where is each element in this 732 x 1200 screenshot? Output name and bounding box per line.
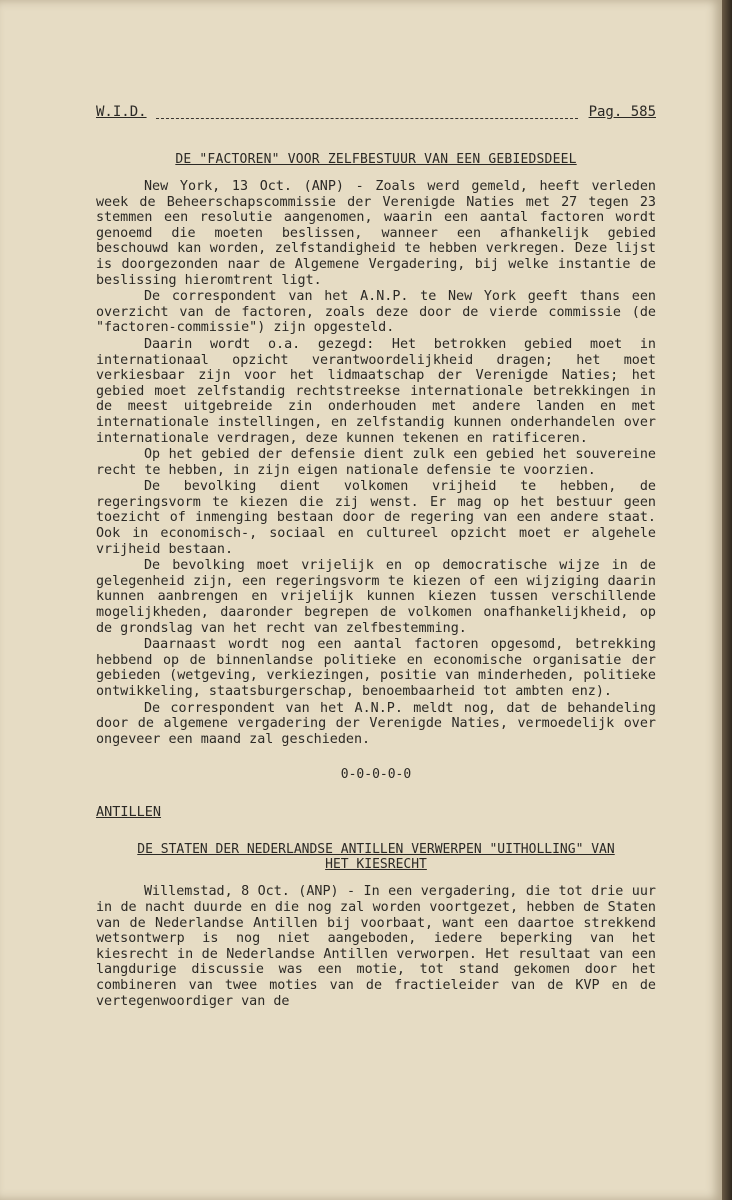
section-heading: ANTILLEN	[96, 804, 162, 821]
paragraph: De correspondent van het A.N.P. te New York geeft thans een overzicht van de factoren, zoals deze door de vierde commissie (de "factoren-commissie") zijn opgesteld.	[96, 289, 656, 336]
separator: 0-0-0-0-0	[340, 767, 412, 783]
paragraph: Op het gebied der defensie dient zulk een gebied het souvereine recht te hebben, in zijn eigen nationale defensie te voorzien.	[96, 447, 656, 478]
paragraph: Daarnaast wordt nog een aantal factoren opgesomd, betrekking hebbend op de binnenlandse politieke en economische organisatie der gebieden (wetgeving, verkiezingen, positie van minderheden, politieke ontwikkeling, staatsburgerschap, benoembaarheid tot ambten enz).	[96, 637, 656, 699]
document-body	[96, 100, 656, 1010]
header-left: W.I.D.	[96, 104, 147, 120]
paragraph: De bevolking moet vrijelijk en op democratische wijze in de gelegenheid zijn, een regeringsvorm te kiezen of een wijziging daarin kunnen aanbrengen en vrijelijk kunnen kiezen tussen verschillende mogelijkheden, daaronder begrepen de volkomen onafhankelijkheid, op de grondslag van het recht van zelfbestemming.	[96, 558, 656, 636]
page-edge	[722, 0, 732, 1200]
article-title: DE "FACTOREN" VOOR ZELFBESTUUR VAN EEN GEBIEDSDEEL	[175, 152, 577, 167]
page-header	[96, 100, 656, 124]
article-title: DE STATEN DER NEDERLANDSE ANTILLEN VERWERPEN "UITHOLLING" VAN HET KIESRECHT	[137, 842, 615, 873]
page-number: Pag. 585	[588, 104, 656, 120]
article-body	[96, 179, 656, 747]
paragraph: De correspondent van het A.N.P. meldt nog, dat de behandeling door de algemene vergadering der Verenigde Naties, vermoedelijk over ongeveer een maand zal geschieden.	[96, 700, 656, 747]
header-rule	[156, 118, 578, 119]
paragraph: Daarin wordt o.a. gezegd: Het betrokken gebied moet in internationaal opzicht verantwoordelijkheid dragen; het moet verkiesbaar zijn voor het lidmaatschap der Verenigde Naties; het gebied moet zelfstandig rechtstreekse internationale betrekkingen in de meest uitgebreide zin onderhouden met andere landen en met internationale instellingen, en zelfstandig kunnen onderhandelen over internationale verdragen, deze kunnen tekenen en ratificeren.	[96, 336, 656, 446]
paragraph: De bevolking dient volkomen vrijheid te hebben, de regeringsvorm te kiezen die zij wenst. Er mag op het bestuur geen toezicht of inmenging bestaan door de regering van een andere staat. Ook in economisch-, sociaal en cultureel opzicht moet er algehele vrijheid bestaan.	[96, 479, 656, 557]
article-body	[96, 884, 656, 1009]
paragraph: Willemstad, 8 Oct. (ANP) - In een vergadering, die tot drie uur in de nacht duurde en die nog zal worden voortgezet, hebben de Staten van de Nederlandse Antillen bij voorbaat, want een daartoe strekkend wetsontwerp is nog niet aangeboden, iedere beperking van het kiesrecht in de Nederlandse Antillen verworpen. Het resultaat van een langdurige discussie was een motie, tot stand gekomen door het combineren van twee moties van de fractieleider van de KVP en de vertegenwoordiger van de	[96, 884, 656, 1009]
paragraph: New York, 13 Oct. (ANP) - Zoals werd gemeld, heeft verleden week de Beheerschapscommissie der Verenigde Naties met 27 tegen 23 stemmen een resolutie aangenomen, waarin een aantal factoren wordt genoemd die moeten beslissen, wanneer een afhankelijk gebied beschouwd kan worden, zelfstandigheid te hebben verkregen. Deze lijst is doorgezonden naar de Algemene Vergadering, bij welke instantie de beslissing hieromtrent ligt.	[96, 179, 656, 288]
